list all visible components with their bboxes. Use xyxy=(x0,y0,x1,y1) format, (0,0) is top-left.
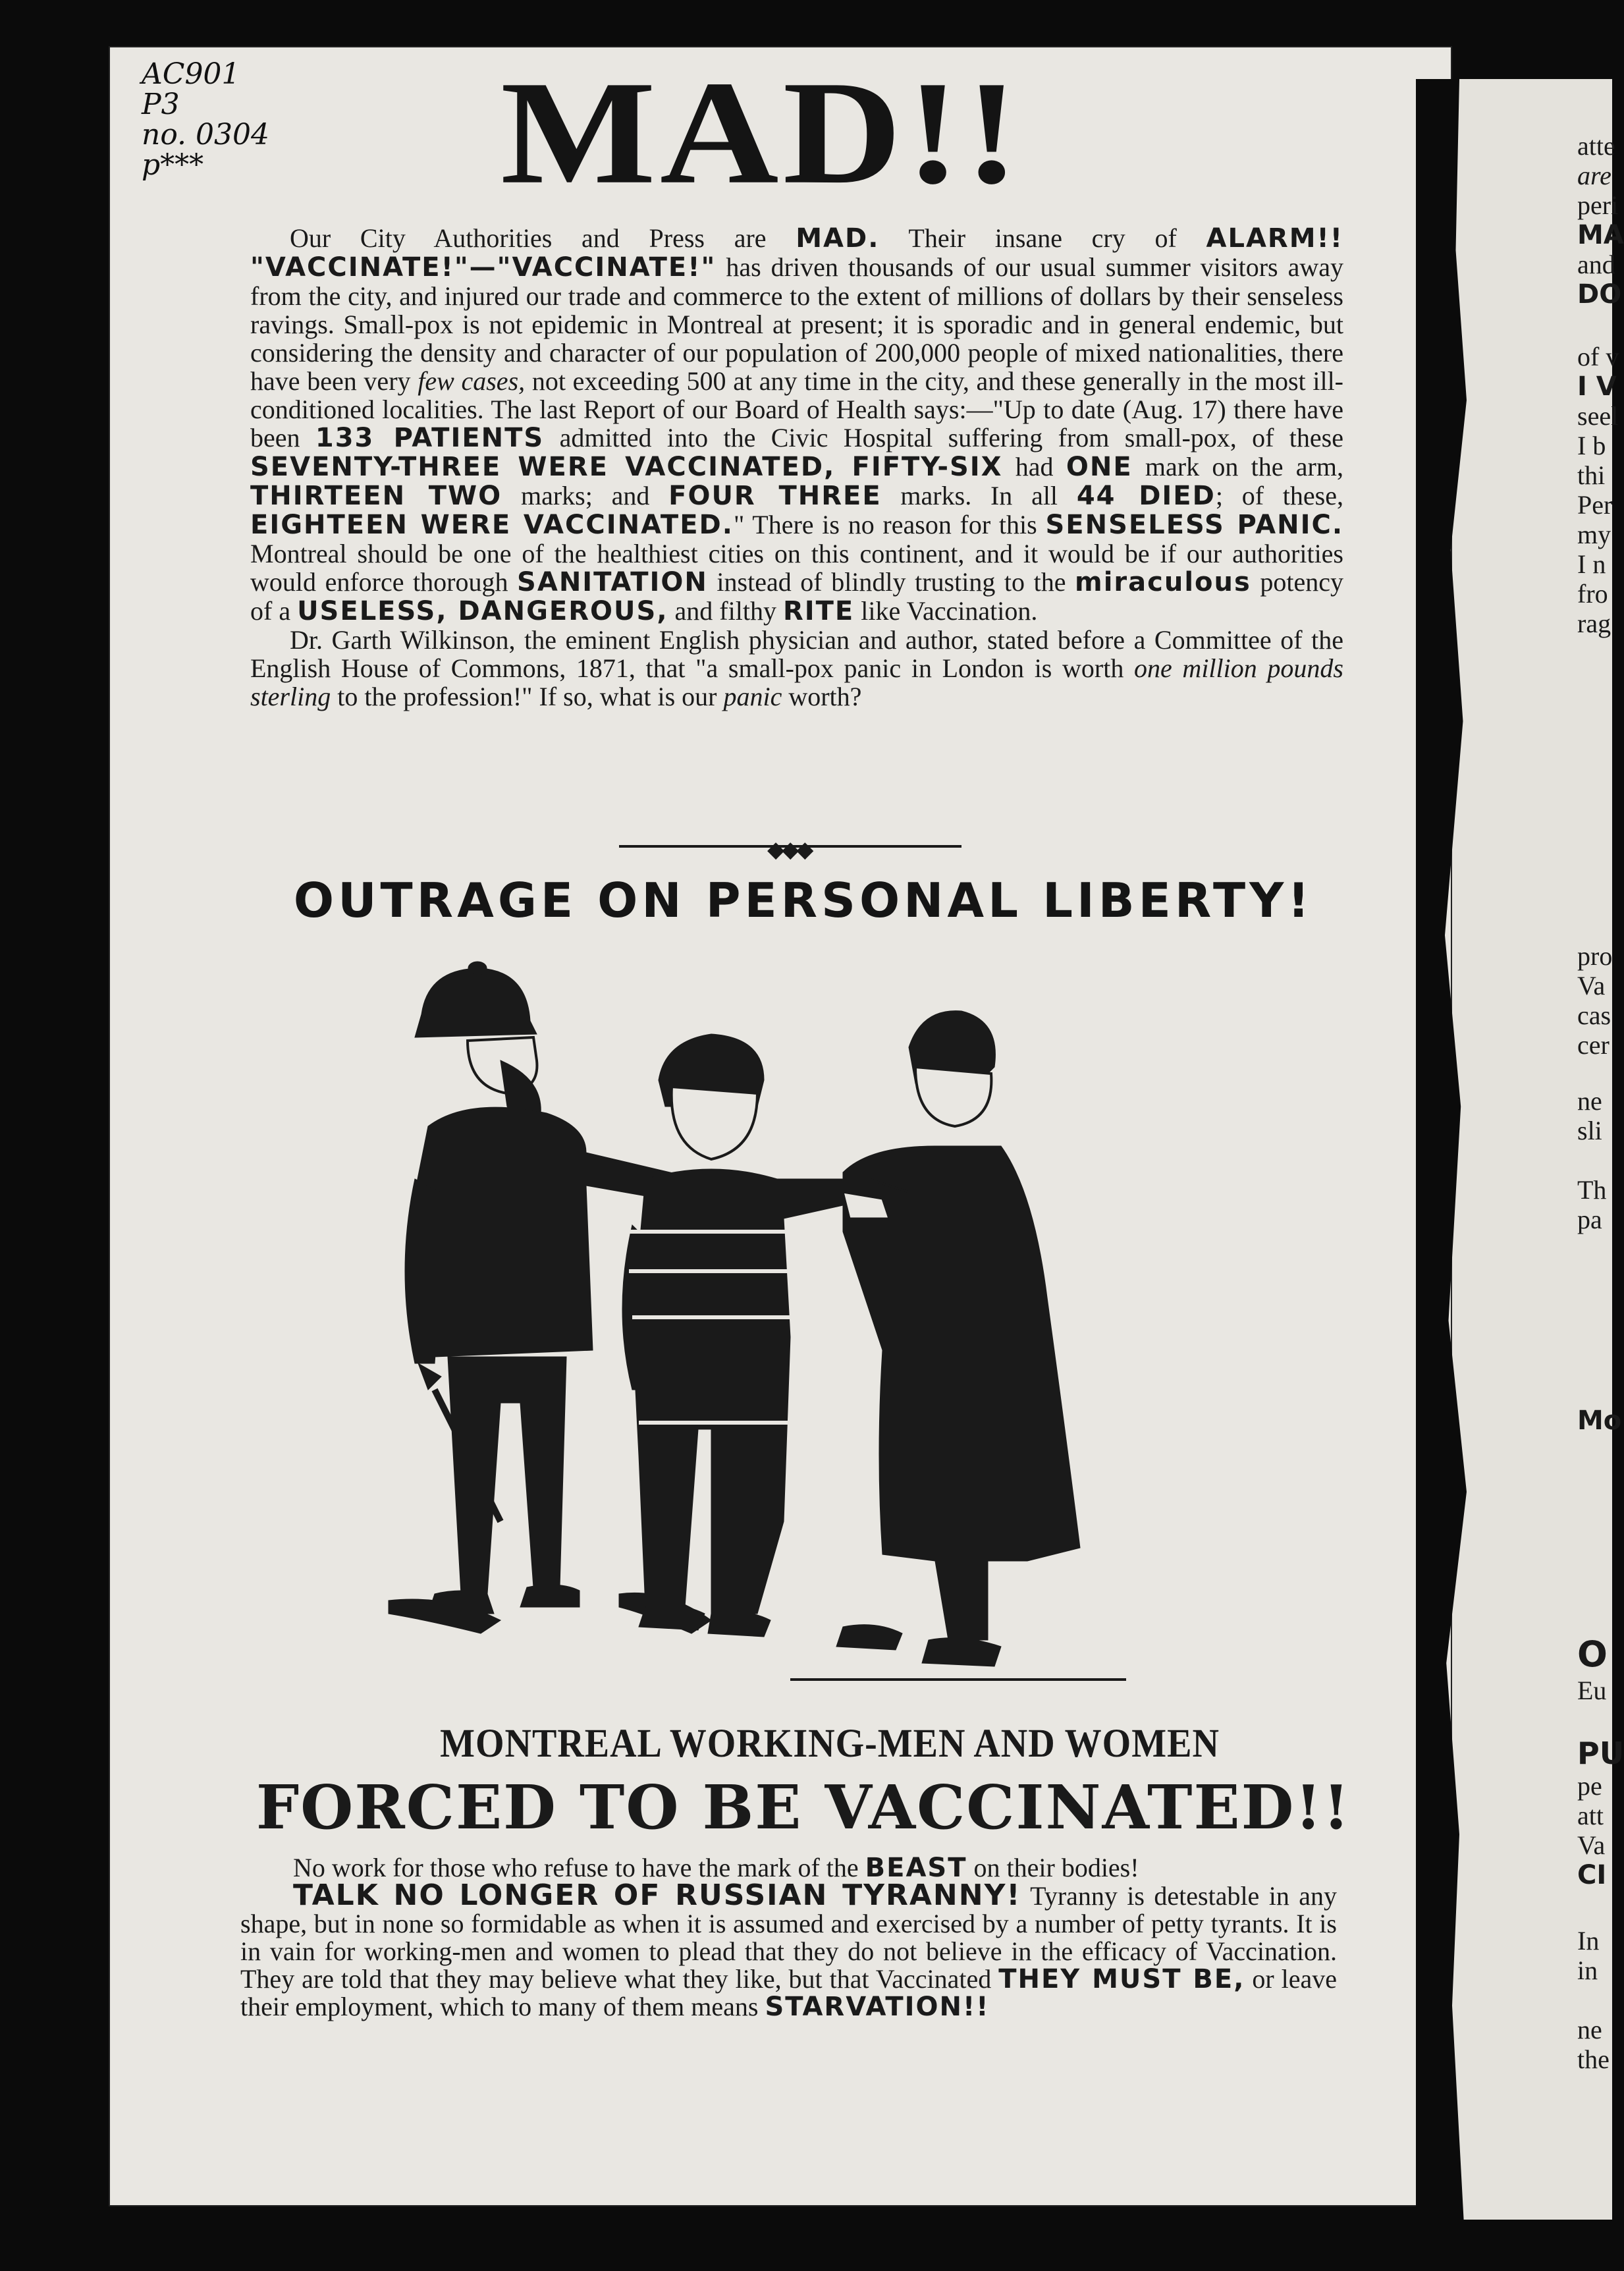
fragment: att xyxy=(1577,1801,1604,1830)
bound-man-figure xyxy=(622,1034,843,1637)
fragment: are xyxy=(1577,161,1611,190)
call-number-line: p*** xyxy=(142,148,204,182)
fragment: and xyxy=(1577,250,1615,279)
fragment: pe xyxy=(1577,1771,1602,1801)
fragment: peri xyxy=(1577,190,1619,220)
fragment: Eu xyxy=(1577,1676,1607,1705)
fragment: seel xyxy=(1577,401,1619,431)
fragment: MA xyxy=(1577,220,1624,250)
page-title: MAD!! xyxy=(501,50,1023,215)
caption-line-2: FORCED TO BE VACCINATED!! xyxy=(256,1772,1351,1843)
fragment: rag xyxy=(1577,609,1611,638)
main-article xyxy=(250,224,1343,711)
fragment: DO xyxy=(1577,279,1622,310)
fragment: CI xyxy=(1577,1860,1607,1890)
call-number-line: P3 xyxy=(142,88,180,121)
bottom-article xyxy=(240,1854,1337,2021)
fragment: PU xyxy=(1577,1736,1624,1771)
section-heading: OUTRAGE ON PERSONAL LIBERTY! xyxy=(293,873,1314,928)
paragraph-wilkinson: Dr. Garth Wilkinson, the eminent English physician and author, stated before a Committee of the English House of Commons, 1871, that "a small-pox panic in London is worth one million pounds sterling to the profession!" If so, what is our panic worth? xyxy=(250,625,1343,711)
fragment: I n xyxy=(1577,549,1606,579)
fragment: pa xyxy=(1577,1205,1602,1234)
fragment: of v xyxy=(1577,342,1619,371)
fragment: Per xyxy=(1577,490,1613,520)
fragment: fro xyxy=(1577,579,1608,609)
fragment: sli xyxy=(1577,1116,1602,1145)
fragment: thi xyxy=(1577,460,1606,490)
fragment: I b xyxy=(1577,431,1606,460)
fragment: Th xyxy=(1577,1175,1607,1205)
beast-line: No work for those who refuse to have the mark of the BEAST on their bodies! xyxy=(293,1853,1139,1883)
fragment: In xyxy=(1577,1926,1600,1956)
fragment: ne xyxy=(1577,1086,1602,1116)
fragment: my xyxy=(1577,520,1611,549)
fragment: Va xyxy=(1577,1830,1606,1860)
caption-line-1: MONTREAL WORKING-MEN AND WOMEN xyxy=(440,1720,1220,1766)
call-number-annotation xyxy=(142,59,269,180)
doctor-figure xyxy=(836,1011,1080,1666)
tyranny-paragraph: TALK NO LONGER OF RUSSIAN TYRANNY! Tyranny is detestable in any shape, but in none so formidable as when it is assumed and exercised by a number of petty tyrants. It is in vain for working-men and women to plead that they do not believe in the efficacy of Vaccination. They are told that they may believe what they like, but that Vaccinated THEY MUST BE, or leave their employment, which to many of them means STARVATION!! xyxy=(240,1878,1337,2022)
fragment: cas xyxy=(1577,1000,1611,1030)
fragment: the xyxy=(1577,2044,1610,2074)
call-number-line: no. 0304 xyxy=(142,118,270,151)
fragment: atte xyxy=(1577,131,1615,161)
divider-ornament: ◆◆◆ xyxy=(767,836,811,863)
fragment: ne xyxy=(1577,2015,1602,2044)
fragment: pro xyxy=(1577,941,1613,971)
call-number-line: AC901 xyxy=(142,57,240,91)
vaccination-illustration xyxy=(369,929,1251,1706)
fragment: Mo xyxy=(1577,1406,1622,1436)
fragment: in xyxy=(1577,1956,1598,1985)
paragraph-alarm: Our City Authorities and Press are MAD. Their insane cry of ALARM!! "VACCINATE!"—"VACCINATE!" has driven thousands of our usual summer visitors away from the city, and injured our trade and commerce to the extent of millions of dollars by their senseless ravings. Small-pox is not epidemic in Montreal at present; it is sporadic and in general endemic, but considering the density and character of our population of 200,000 people of mixed nationalities, there have been very few cases, not exceeding 500 at any time in the city, and these generally in the most ill-conditioned localities. The last Report of our Board of Health says:—"Up to date (Aug. 17) there have been 133 PATIENTS admitted into the Civic Hospital suffering from small-pox, of these SEVENTY-THREE WERE VACCINATED, FIFTY-SIX had ONE mark on the arm, THIRTEEN TWO marks; and FOUR THREE marks. In all 44 DIED; of these, EIGHTEEN WERE VACCINATED." There is no reason for this SENSELESS PANIC. Montreal should be one of the healthiest cities on this continent, and it would be if our authorities would enforce thorough SANITATION instead of blindly trusting to the miraculous potency of a USELESS, DANGEROUS, and filthy RITE like Vaccination. xyxy=(250,223,1344,626)
fragment: cer xyxy=(1577,1030,1610,1060)
fragment: O xyxy=(1577,1633,1608,1675)
fragment: I V xyxy=(1577,371,1617,402)
fragment: Va xyxy=(1577,971,1606,1000)
